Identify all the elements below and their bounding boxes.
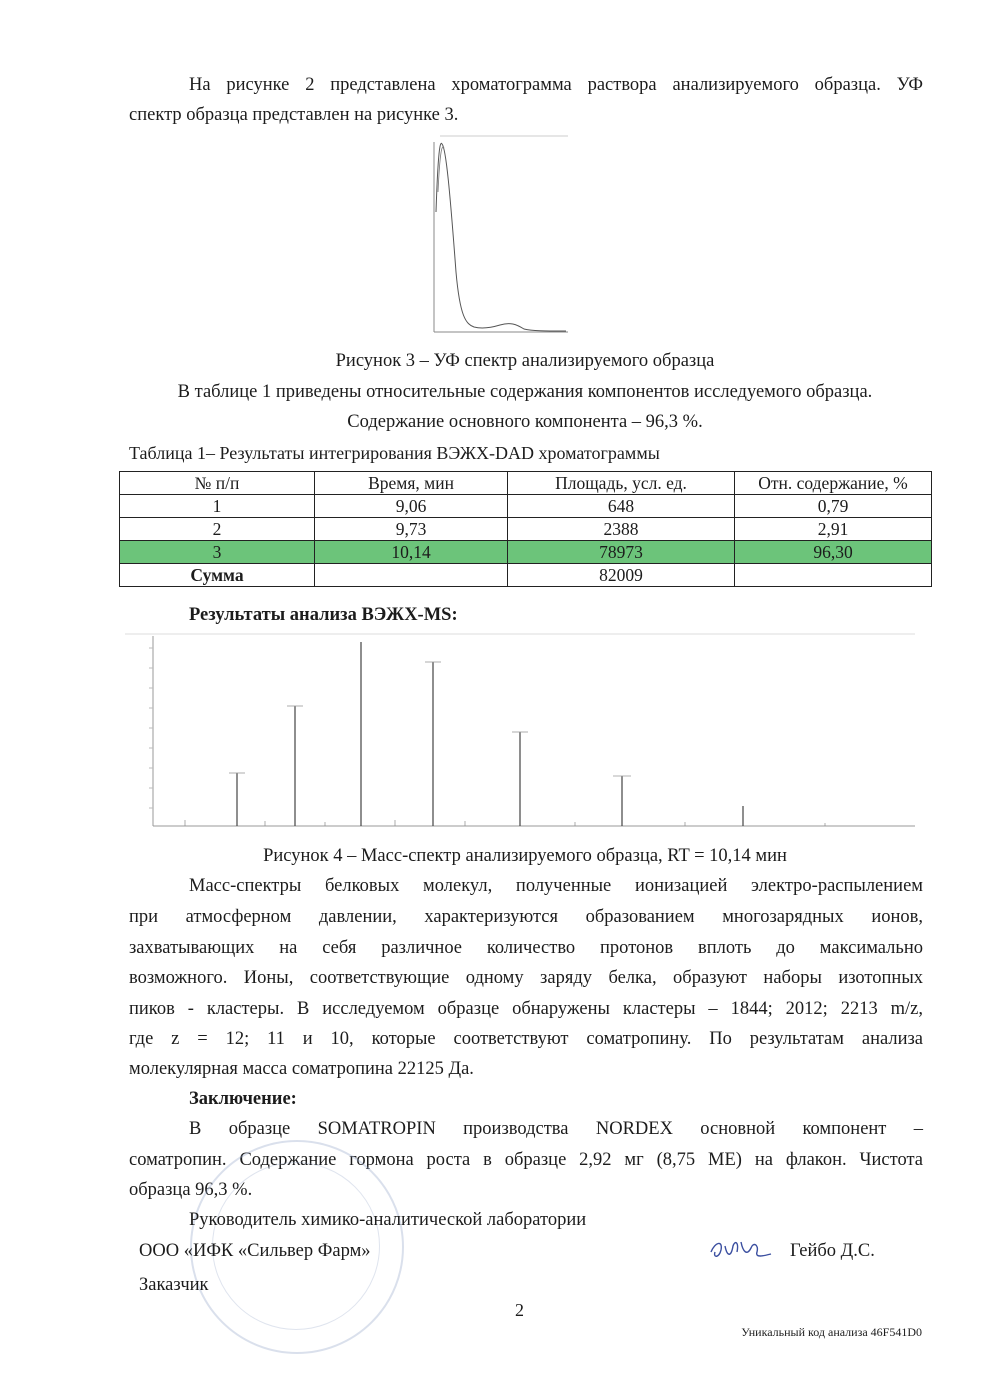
sum-content-empty	[735, 564, 932, 587]
cell-area: 648	[508, 495, 735, 518]
table-1-title: Таблица 1– Результаты интегрирования ВЭЖХ-DAD хроматограммы	[129, 443, 660, 463]
body-line-4: возможного. Ионы, соответствующие одному заряду белка, образуют наборы изотопных	[129, 968, 923, 988]
table-intro-line-2: Содержание основного компонента – 96,3 %.	[347, 412, 703, 432]
body-line-1: Масс-спектры белковых молекул, полученные ионизацией электро-распылением	[189, 876, 923, 896]
cell-time: 10,14	[315, 541, 508, 564]
signature-role: Руководитель химико-аналитической лаборатории	[189, 1210, 587, 1230]
table-sum-row	[120, 564, 932, 587]
cell-time: 9,06	[315, 495, 508, 518]
intro-line-2: спектр образца представлен на рисунке 3.	[129, 105, 459, 125]
conclusion-line-2: соматропин. Содержание гормона роста в образце 2,92 мг (8,75 МЕ) на флакон. Чистота	[129, 1150, 923, 1170]
signature-name: Гейбо Д.С.	[790, 1241, 875, 1261]
figure-3-caption: Рисунок 3 – УФ спектр анализируемого образца	[335, 351, 715, 371]
table-row	[120, 518, 932, 541]
sum-value: 82009	[508, 564, 735, 587]
conclusion-heading: Заключение:	[189, 1089, 297, 1109]
table-row-highlighted	[120, 541, 932, 564]
uv-spectrum-curve	[436, 143, 566, 331]
body-line-7: молекулярная масса соматропина 22125 Да.	[129, 1059, 474, 1079]
col-header-content: Отн. содержание, %	[735, 472, 932, 495]
cell-number: 2	[120, 518, 315, 541]
mass-spectrum-figure	[125, 628, 920, 833]
cell-content: 2,91	[735, 518, 932, 541]
sum-time-empty	[315, 564, 508, 587]
analysis-code: Уникальный код анализа 46F541D0	[741, 1325, 922, 1339]
cell-area: 2388	[508, 518, 735, 541]
page-number: 2	[515, 1300, 524, 1320]
intro-line-1: На рисунке 2 представлена хроматограмма раствора анализируемого образца. УФ	[189, 75, 923, 95]
col-header-time: Время, мин	[315, 472, 508, 495]
cell-content: 96,30	[735, 541, 932, 564]
cell-content: 0,79	[735, 495, 932, 518]
sum-label: Сумма	[120, 564, 315, 587]
conclusion-line-1: В образце SOMATROPIN производства NORDEX основной компонент –	[189, 1119, 923, 1139]
body-line-2: при атмосферном давлении, характеризуются образованием многозарядных ионов,	[129, 907, 923, 927]
handwritten-signature	[705, 1232, 775, 1266]
body-line-5: пиков - кластеры. В исследуемом образце обнаружены кластеры – 1844; 2012; 2213 m/z,	[129, 999, 923, 1019]
col-header-number: № п/п	[120, 472, 315, 495]
cell-area: 78973	[508, 541, 735, 564]
customer-label: Заказчик	[139, 1275, 209, 1295]
table-header-row	[120, 472, 932, 495]
cell-number: 1	[120, 495, 315, 518]
figure-4-caption: Рисунок 4 – Масс-спектр анализируемого образца, RT = 10,14 мин	[263, 846, 787, 866]
table-row	[120, 495, 932, 518]
body-line-3: захватывающих на себя различное количество протонов вплоть до максимально	[129, 938, 923, 958]
signature-org: ООО «ИФК «Сильвер Фарм»	[139, 1241, 371, 1261]
results-table	[119, 471, 932, 587]
cell-number: 3	[120, 541, 315, 564]
body-line-6: где z = 12; 11 и 10, которые соответствуют соматропину. По результатам анализа	[129, 1029, 923, 1049]
conclusion-line-3: образца 96,3 %.	[129, 1180, 253, 1200]
cell-time: 9,73	[315, 518, 508, 541]
uv-spectrum-figure	[420, 132, 570, 342]
ms-heading: Результаты анализа ВЭЖХ-MS:	[189, 605, 458, 625]
col-header-area: Площадь, усл. ед.	[508, 472, 735, 495]
table-intro-line-1: В таблице 1 приведены относительные содержания компонентов исследуемого образца.	[177, 382, 873, 402]
